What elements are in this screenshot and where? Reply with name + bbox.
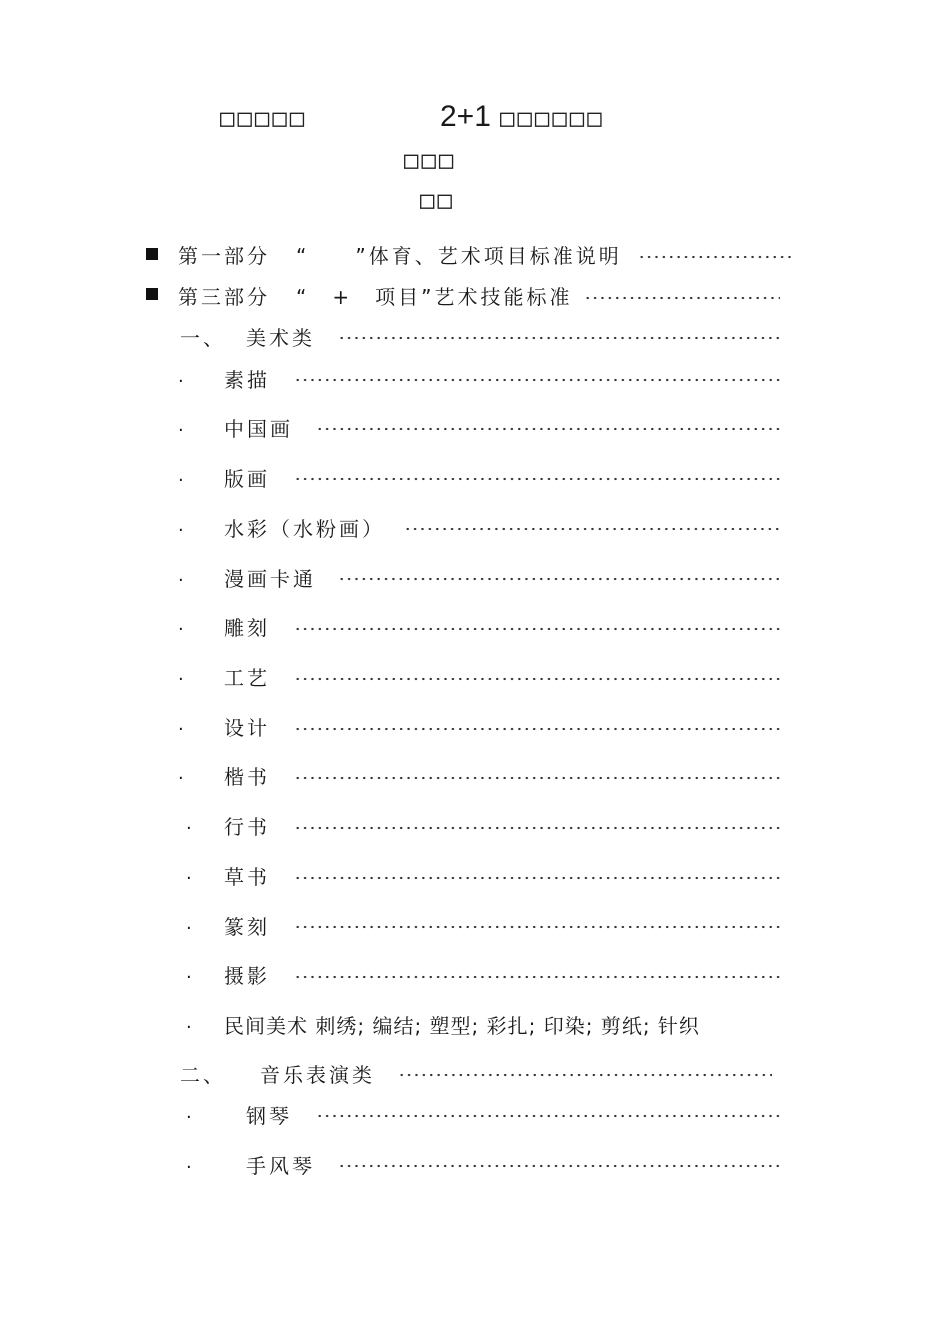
toc-leader-dots [294,674,780,684]
toc-item-label: 中国画 [224,417,293,441]
toc-leader-dots [584,293,780,303]
toc-item-label: 水彩（水粉画） [224,517,385,541]
toc-item-marker: . [178,515,184,536]
toc-leader-dots [316,1111,780,1121]
toc-leader-dots [294,873,780,883]
toc-item-label: 手风琴 [246,1154,315,1178]
toc-leader-dots [338,574,780,584]
title-line1-right: □□□□□□ [500,104,605,132]
toc-item-marker: . [186,913,192,934]
toc-section2-label: 音乐表演类 [260,1063,375,1087]
toc-item-label: 摄影 [224,964,270,988]
bullet-square [146,248,158,260]
toc-item-marker: . [186,863,192,884]
toc-leader-dots [294,773,780,783]
toc-leader-dots [338,333,780,343]
toc-item-label: 素描 [224,368,270,392]
toc-item-marker: . [178,664,184,685]
toc-leader-dots [398,1070,772,1080]
toc-item-label: 篆刻 [224,915,270,939]
toc-item-label: 楷书 [224,765,270,789]
toc-item-label: 草书 [224,865,270,889]
toc-item-label: 设计 [224,716,270,740]
bullet-square [146,288,158,300]
toc-item-label: 工艺 [224,666,270,690]
toc-item-label: 行书 [224,815,270,839]
toc-item-label: 雕刻 [224,616,270,640]
toc-leader-dots [294,724,780,734]
toc-item-marker: . [186,813,192,834]
title-line1-left: □□□□□ [220,104,308,132]
toc-leader-dots [316,424,780,434]
toc-leader-dots [338,1161,780,1171]
toc-item-marker: . [186,1152,192,1173]
toc-item-marker: . [186,962,192,983]
title-line2: □□□ [404,146,457,174]
toc-part3-text: “ + 项目”艺术技能标准 [296,285,573,309]
title-line3: □□ [420,186,455,214]
toc-item-marker: . [178,565,184,586]
toc-item-marker: . [178,763,184,784]
toc-item-marker: . [178,714,184,735]
toc-item-marker: . [178,366,184,387]
toc-section2-number: 二、 [180,1063,226,1087]
toc-item-marker: . [178,465,184,486]
toc-item-label: 漫画卡通 [224,567,316,591]
toc-part1-label: 第一部分 [178,244,270,268]
toc-item-label: 钢琴 [246,1104,292,1128]
toc-item-marker: . [178,415,184,436]
toc-leader-dots [294,823,780,833]
toc-section1-label: 美术类 [246,326,315,350]
toc-leader-dots [294,922,780,932]
toc-leader-dots [294,474,780,484]
toc-part1-text: “ ”体育、艺术项目标准说明 [296,244,622,268]
toc-item-marker: . [186,1102,192,1123]
toc-item-marker: . [178,614,184,635]
title-line1-number: 2+1 [440,100,491,133]
toc-leader-dots [294,972,780,982]
toc-leader-dots [404,524,780,534]
toc-section1-number: 一、 [180,326,226,350]
toc-item-label: 民间美术 刺绣; 编结; 塑型; 彩扎; 印染; 剪纸; 针织 [224,1014,700,1038]
toc-leader-dots [294,375,780,385]
toc-leader-dots [638,252,792,262]
toc-part3-label: 第三部分 [178,285,270,309]
toc-item-marker: . [186,1012,192,1033]
toc-item-label: 版画 [224,467,270,491]
toc-leader-dots [294,624,780,634]
